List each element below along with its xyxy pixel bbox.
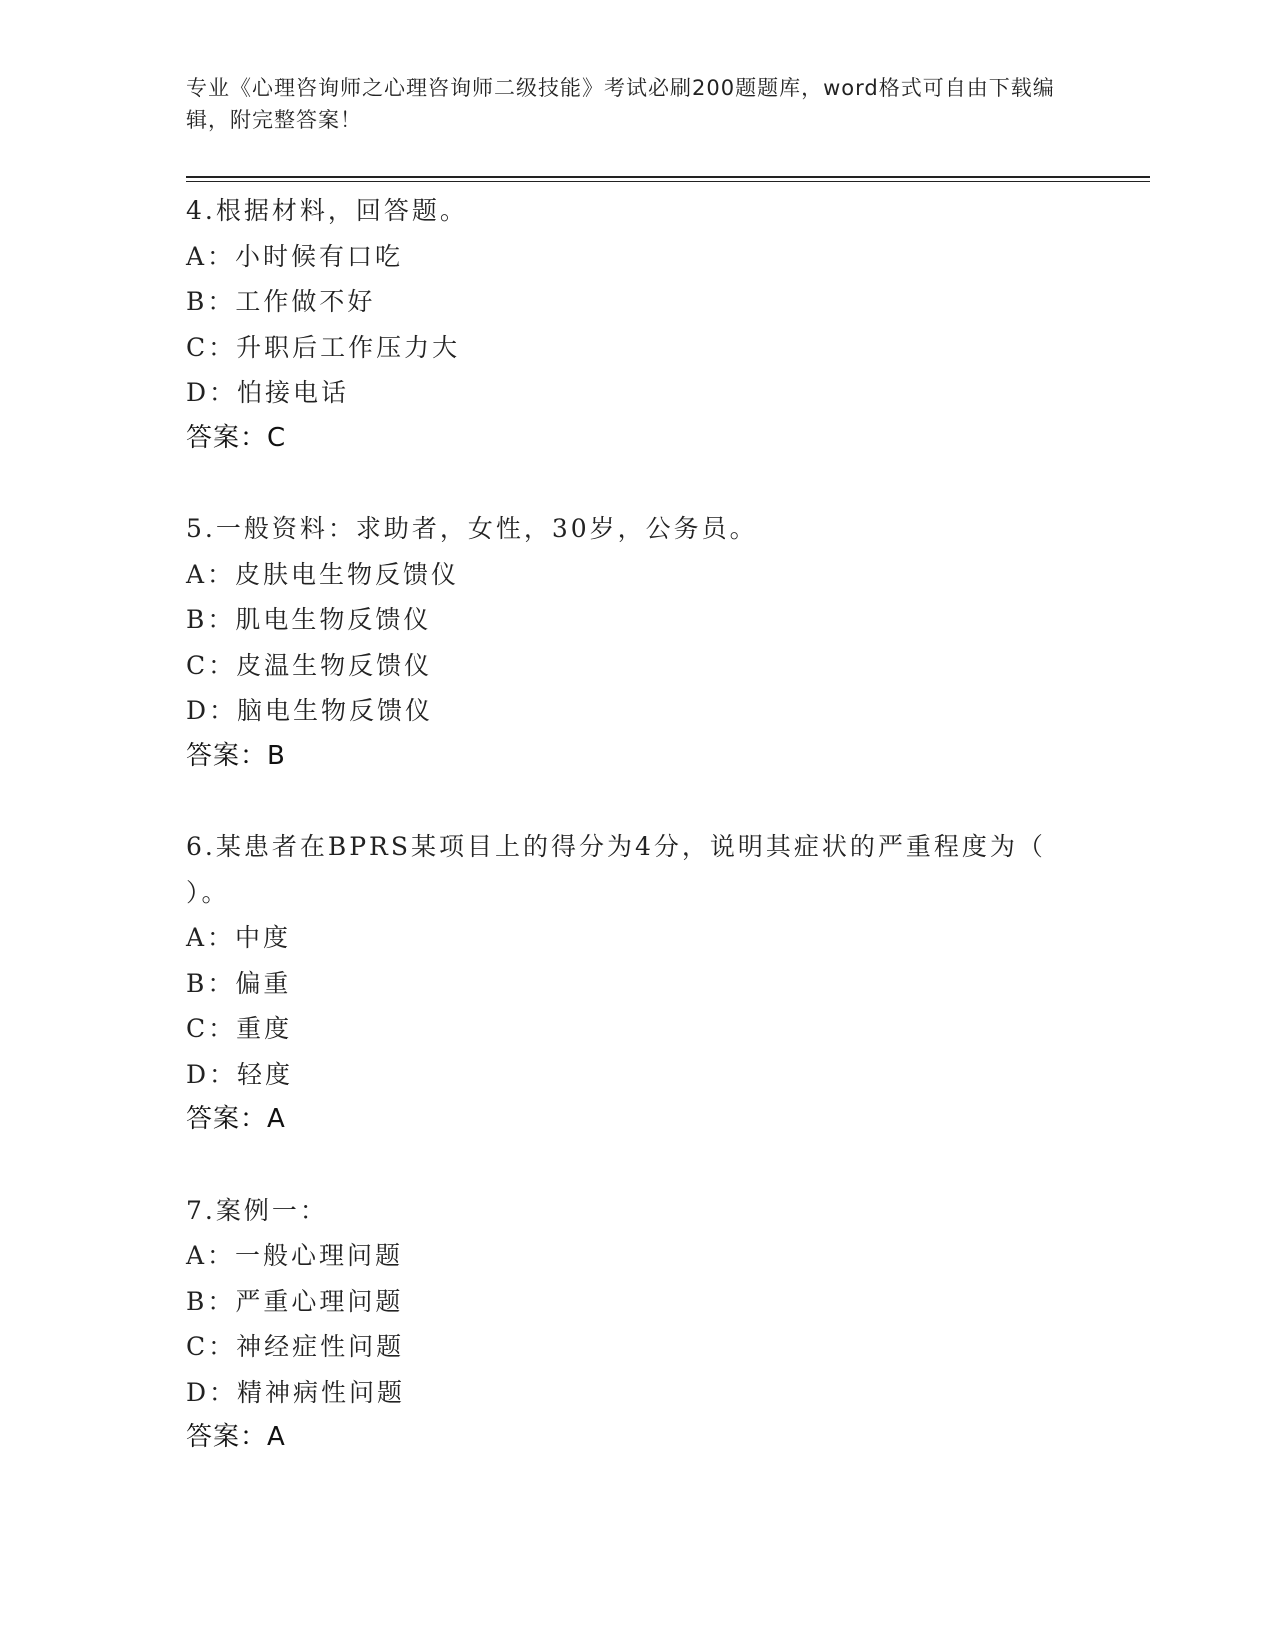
question-text: 5.一般资料：求助者，女性，30岁，公务员。 [186, 514, 758, 543]
answer-line: 答案：A [186, 1104, 286, 1134]
option-d: D：精神病性问题 [186, 1377, 406, 1407]
question-text: 4.根据材料，回答题。 [186, 196, 468, 225]
option-b: B：肌电生物反馈仪 [186, 605, 432, 634]
option-a: A：皮肤电生物反馈仪 [186, 559, 460, 589]
option-c: C：皮温生物反馈仪 [186, 650, 433, 680]
option-b: B：工作做不好 [186, 287, 376, 316]
question-list [186, 188, 1086, 1506]
option-d: D：脑电生物反馈仪 [186, 696, 434, 725]
option-c: C：升职后工作压力大 [186, 332, 461, 362]
option-d: D：轻度 [186, 1059, 294, 1089]
answer-line: 答案：B [186, 740, 286, 771]
question-text: 7.案例一： [186, 1195, 328, 1225]
question-6 [186, 824, 1086, 1143]
option-b: B：偏重 [186, 968, 292, 998]
option-a: A：中度 [186, 923, 292, 952]
question-7 [186, 1188, 1086, 1461]
option-c: C：重度 [186, 1014, 293, 1043]
answer-line: 答案：A [186, 1422, 286, 1452]
question-4 [186, 188, 1086, 461]
question-5 [186, 506, 1086, 779]
question-text: 6.某患者在BPRS某项目上的得分为4分，说明其症状的严重程度为（ ）。 [186, 832, 1046, 907]
option-d: D：怕接电话 [186, 378, 350, 407]
header-rule-thin [186, 181, 1150, 182]
option-a: A：一般心理问题 [186, 1241, 404, 1270]
option-c: C：神经症性问题 [186, 1332, 405, 1361]
document-header: 专业《心理咨询师之心理咨询师二级技能》考试必刷200题题库，word格式可自由下载编辑，附完整答案！ [186, 76, 1055, 132]
option-b: B：严重心理问题 [186, 1286, 404, 1316]
header-rule-thick [186, 176, 1150, 178]
option-a: A：小时候有口吃 [186, 241, 404, 271]
answer-line: 答案：C [186, 422, 287, 453]
